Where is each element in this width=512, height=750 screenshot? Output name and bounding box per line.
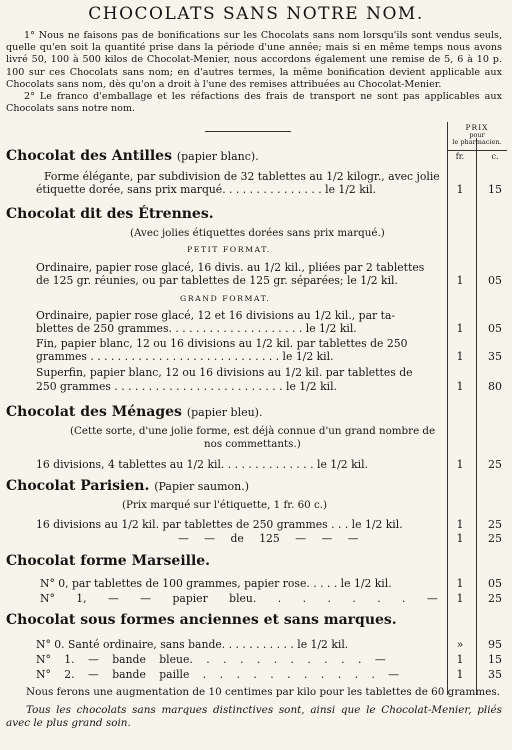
price-sans3-fr: 1	[456, 668, 464, 681]
section-antilles-name: Chocolat des Antilles	[6, 148, 172, 164]
price-sans1-c: 95	[488, 638, 502, 651]
price-header-sub1: pour	[469, 130, 485, 139]
section-marseille-heading: Chocolat forme Marseille.	[6, 553, 211, 569]
item-marseille1-line1: N° 0, par tablettes de 100 grammes, papier rose. . . . . le 1/2 kil.	[40, 577, 392, 590]
item-sans2-line1: N° 1. — bande bleue. . . . . . . . . . . —	[36, 653, 386, 666]
page-title: CHOCOLATS SANS NOTRE NOM.	[88, 4, 424, 24]
section-sansmarques-heading: Chocolat sous formes anciennes et sans marques.	[6, 612, 397, 628]
item-grand1-line2: blettes de 250 grammes. . . . . . . . . . . . . . . . . . . . le 1/2 kil.	[36, 322, 357, 335]
price-header	[448, 124, 506, 147]
intro-paragraph-1: 1° Nous ne faisons pas de bonifications sur les Chocolats sans nom lorsqu'ils sont vendus seuls, quelle qu'en soit la quantité prise dans la période d'une année; mais si en même temps nous avons livré 50, 100 à 500 kilos de Chocolat-Menier, nous accordons également une remise de 5, 6 à 10 p. 100 sur ces Chocolats sans nom; en d'autres termes, la même bonification devient applicable aux Chocolats sans nom, dès qu'on a droit à l'une des remises attribuées au Chocolat-Menier.	[6, 30, 502, 90]
item-petit-line2: de 125 gr. réunies, ou par tablettes de 125 gr. séparées; le 1/2 kil.	[36, 274, 398, 287]
price-sans3-c: 35	[488, 668, 502, 681]
item-antilles-line1: Forme élégante, par subdivision de 32 tablettes au 1/2 kilogr., avec jolie	[44, 170, 440, 183]
item-antilles-line2: étiquette dorée, sans prix marqué. . . . . . . . . . . . . . . le 1/2 kil.	[36, 183, 377, 196]
column-francs-label: fr.	[455, 152, 465, 161]
section-menages-note2: nos commettants.)	[204, 438, 301, 450]
column-centimes-label: c.	[491, 152, 499, 161]
section-menages-heading	[6, 404, 262, 420]
price-grand2-c: 35	[488, 350, 502, 363]
price-parisien2-fr: 1	[456, 532, 464, 545]
price-marseille2-fr: 1	[456, 592, 464, 605]
petit-format-label: PETIT FORMAT.	[187, 245, 271, 254]
item-grand2-line1: Fin, papier blanc, 12 ou 16 divisions au 1/2 kil. par tablettes de 250	[36, 337, 408, 350]
price-grand3-c: 80	[488, 380, 502, 393]
price-menages-c: 25	[488, 458, 502, 471]
item-sans1-line1: N° 0. Santé ordinaire, sans bande. . . . . . . . . . . le 1/2 kil.	[36, 638, 349, 651]
price-parisien1-c: 25	[488, 518, 502, 531]
item-grand1-line1: Ordinaire, papier rose glacé, 12 et 16 divisions au 1/2 kil., par ta-	[36, 309, 396, 322]
section-parisien-heading	[6, 478, 249, 494]
section-antilles-paper: (papier blanc).	[176, 150, 259, 163]
item-grand3-line1: Superfin, papier blanc, 12 ou 16 divisions au 1/2 kil. par tablettes de	[36, 366, 413, 379]
section-antilles-heading	[6, 148, 259, 164]
price-marseille2-c: 25	[488, 592, 502, 605]
item-parisien1-line1: 16 divisions au 1/2 kil. par tablettes de 250 grammes . . . le 1/2 kil.	[36, 518, 403, 531]
price-grand3-fr: 1	[456, 380, 464, 393]
item-grand3-line2: 250 grammes . . . . . . . . . . . . . . . . . . . . . . . . . le 1/2 kil.	[36, 380, 337, 393]
price-grand2-fr: 1	[456, 350, 464, 363]
price-parisien1-fr: 1	[456, 518, 464, 531]
section-parisien-name: Chocolat Parisien.	[6, 478, 150, 494]
price-grand1-c: 05	[488, 322, 502, 335]
price-header-title: PRIX	[465, 123, 489, 132]
price-sans1-fr: »	[456, 638, 464, 651]
section-etrennes-heading: Chocolat dit des Étrennes.	[6, 206, 214, 222]
item-petit-line1: Ordinaire, papier rose glacé, 16 divis. au 1/2 kil., pliées par 2 tablettes	[36, 261, 425, 274]
price-marseille1-c: 05	[488, 577, 502, 590]
grand-format-label: GRAND FORMAT.	[180, 294, 271, 303]
intro-notes	[6, 30, 502, 115]
price-sans2-fr: 1	[456, 653, 464, 666]
section-etrennes-note: (Avec jolies étiquettes dorées sans prix marqué.)	[130, 227, 385, 239]
price-antilles-c: 15	[488, 183, 502, 196]
price-petit-c: 05	[488, 274, 502, 287]
item-parisien2-line1: — — de 125 — — —	[178, 532, 359, 545]
price-menages-fr: 1	[456, 458, 464, 471]
price-sans2-c: 15	[488, 653, 502, 666]
price-column-divider	[476, 138, 477, 695]
item-sans3-line1: N° 2. — bande paille . . . . . . . . . . . —	[36, 668, 400, 681]
price-column-left-rule	[447, 122, 448, 695]
section-parisien-paper: (Papier saumon.)	[154, 480, 250, 493]
section-menages-paper: (papier bleu).	[186, 406, 263, 419]
price-antilles-fr: 1	[456, 183, 464, 196]
item-marseille2-line1: N° 1, — — papier bleu. . . . . . . —	[40, 592, 438, 605]
section-menages-name: Chocolat des Ménages	[6, 404, 182, 420]
price-marseille1-fr: 1	[456, 577, 464, 590]
price-petit-fr: 1	[456, 274, 464, 287]
item-menages-line1: 16 divisions, 4 tablettes au 1/2 kil. . . . . . . . . . . . . . le 1/2 kil.	[36, 458, 368, 471]
item-grand2-line2: grammes . . . . . . . . . . . . . . . . . . . . . . . . . . . . le 1/2 kil.	[36, 350, 334, 363]
section-menages-note1: (Cette sorte, d'une jolie forme, est déjà connue d'un grand nombre de	[70, 425, 436, 437]
separator-line	[205, 131, 291, 132]
intro-paragraph-2: 2° Le franco d'emballage et les réfactions des frais de transport ne sont pas applicables aux Chocolats sans notre nom.	[6, 91, 502, 115]
price-parisien2-c: 25	[488, 532, 502, 545]
price-header-sub2: le pharmacien.	[452, 138, 502, 146]
section-parisien-note: (Prix marqué sur l'étiquette, 1 fr. 60 c.)	[122, 499, 328, 511]
price-header-rule	[447, 150, 507, 151]
footer-note-2: Tous les chocolats sans marques distinctives sont, ainsi que le Chocolat-Menier, pliés avec le plus grand soin.	[6, 704, 502, 729]
price-grand1-fr: 1	[456, 322, 464, 335]
footer-note-1: Nous ferons une augmentation de 10 centimes par kilo pour les tablettes de 60 grammes.	[26, 686, 500, 698]
